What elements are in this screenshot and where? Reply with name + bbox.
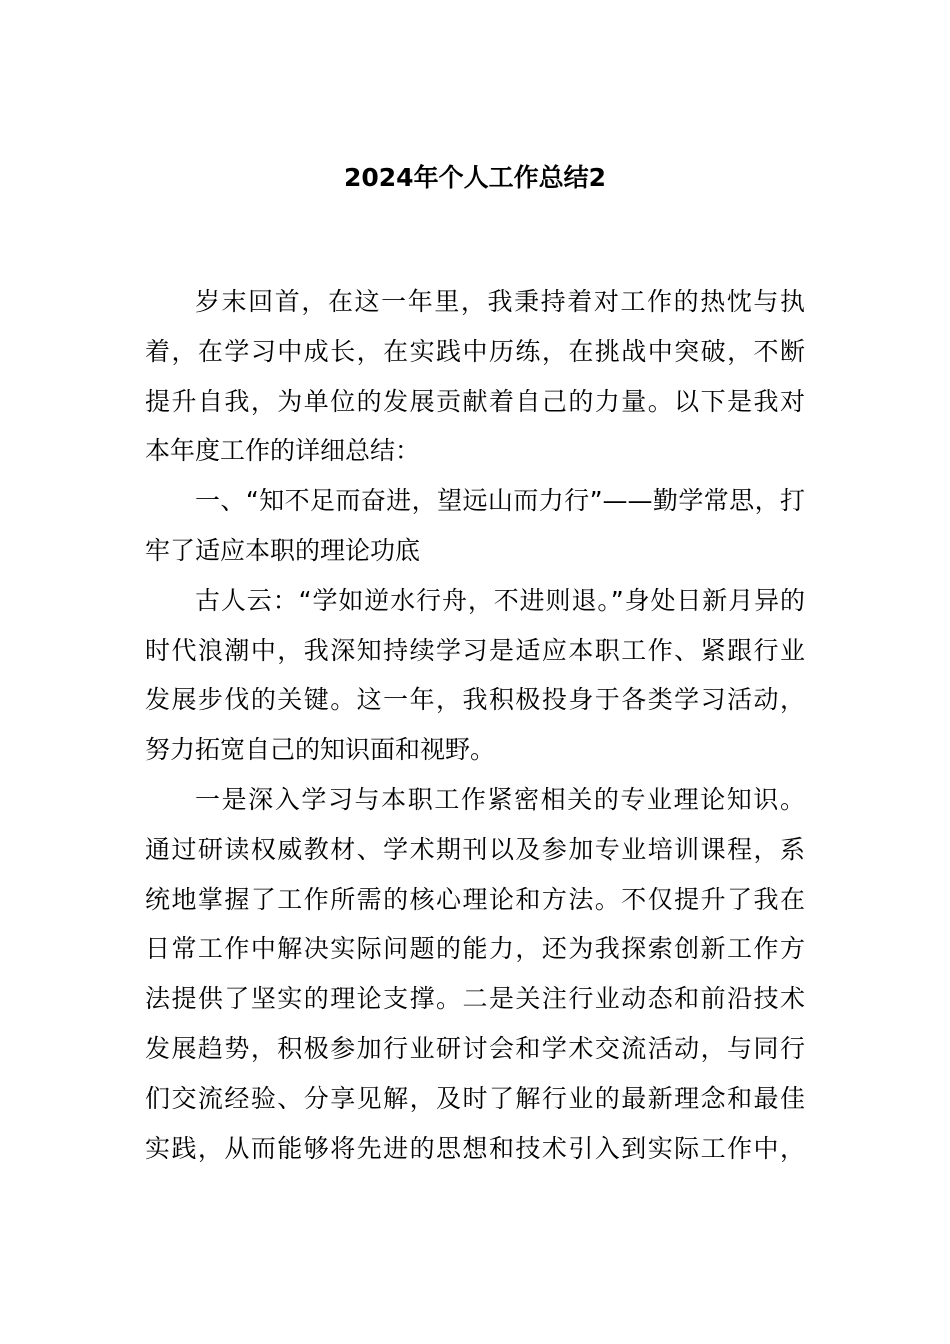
document-body (145, 284, 805, 1180)
text-line: 发展趋势，积极参加行业研讨会和学术交流活动，与同行 (145, 1033, 805, 1063)
text-line: 法提供了坚实的理论支撑。二是关注行业动态和前沿技术 (145, 984, 805, 1014)
text-line: 发展步伐的关键。这一年，我积极投身于各类学习活动， (145, 685, 805, 715)
text-line: 着，在学习中成长，在实践中历练，在挑战中突破，不断 (145, 336, 805, 366)
text-line: 日常工作中解决实际问题的能力，还为我探索创新工作方 (145, 934, 805, 964)
text-line: 努力拓宽自己的知识面和视野。 (145, 735, 496, 765)
text-line: 提升自我，为单位的发展贡献着自己的力量。以下是我对 (145, 386, 805, 416)
text-line: 岁末回首，在这一年里，我秉持着对工作的热忱与执 (195, 287, 805, 316)
text-line: 一是深入学习与本职工作紧密相关的专业理论知识。 (195, 784, 805, 814)
text-line: 时代浪潮中，我深知持续学习是适应本职工作、紧跟行业 (145, 635, 805, 665)
text-line: 本年度工作的详细总结： (145, 436, 421, 466)
text-line: 实践，从而能够将先进的思想和技术引入到实际工作中， (145, 1133, 805, 1163)
text-line: 们交流经验、分享见解，及时了解行业的最新理念和最佳 (145, 1083, 805, 1113)
text-line: 通过研读权威教材、学术期刊以及参加专业培训课程，系 (145, 834, 805, 864)
text-line: 统地掌握了工作所需的核心理论和方法。不仅提升了我在 (145, 884, 805, 914)
document-title: 2024年个人工作总结2 (344, 163, 606, 192)
text-line: 一、“知不足而奋进，望远山而力行”——勤学常思，打 (195, 486, 805, 516)
text-line: 古人云：“学如逆水行舟，不进则退。”身处日新月异的 (195, 585, 805, 615)
text-line: 牢了适应本职的理论功底 (145, 535, 421, 565)
